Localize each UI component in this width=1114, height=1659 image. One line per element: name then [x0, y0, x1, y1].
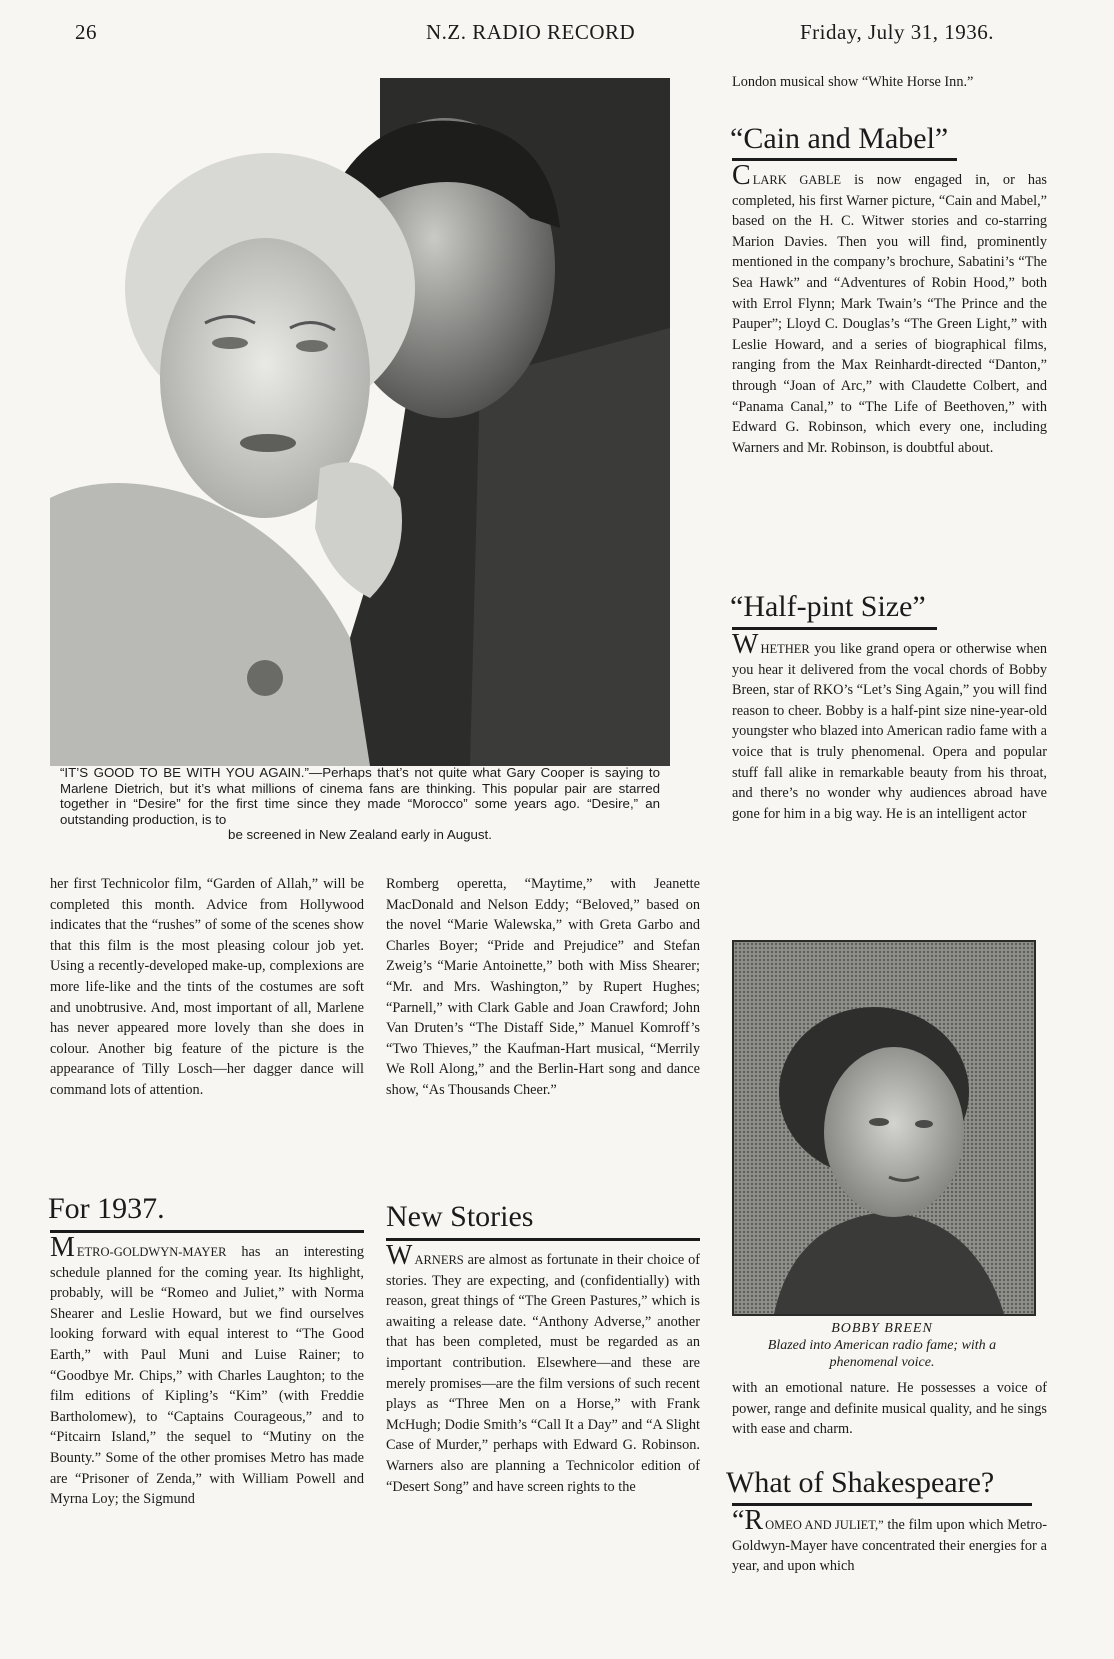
caption-body: —Perhaps that’s not quite what Gary Cooper is saying to Marlene Dietrich, but it’s what millions of cinema fans are thinking. This popular pair are starred together in “Desire” for the first time since they made “Morocco” some years ago. “Desire,” an outstanding production, is to: [60, 765, 660, 827]
main-photo: [50, 78, 670, 766]
dietrich-cooper-photo: [50, 78, 670, 766]
dropcap: “R: [732, 1505, 764, 1536]
section-text: is now engaged in, or has completed, his first Warner picture, “Cain and Mabel,” based on the H. C. Witwer stories and co-starring Marion Davies. Then you will find, prominently mentioned in the company’s brochure, Sabatini’s “The Sea Hawk” and “Adventures of Robin Hood,” both with Errol Flynn; Mark Twain’s “The Prince and the Pauper”; Lloyd C. Douglas’s “The Green Light,” with Leslie Howard, and a series of biographical films, ranging from the Max Reinhardt-directed “Danton,” through “Joan of Arc,” with Claudette Colbert, and “Panama Canal,” to “The Life of Beethoven,” with Edward G. Robinson, which every one, including Warners and Mr. Robinson, is doubtful about.: [732, 172, 1047, 456]
middle-column-section: [386, 1240, 700, 1497]
shakespeare-paragraph: [732, 1505, 1048, 1577]
left-intro-text: her first Technicolor film, “Garden of Allah,” will be completed this month. Advice from Hollywood indicates that the “rushes” of some of the scenes show that this film is the most pleasing colour job yet. Using a recently-developed make-up, complexions are more life-like and the tints of the costumes are soft and unobtrusive. And, most important of all, Marlene has never appeared more lovely than she does in colour. Another big feature of the picture is the appearance of Tilly Losch—her dagger dance will command lots of attention.: [50, 876, 364, 1098]
main-photo-caption: [60, 765, 660, 843]
shakespeare-section: [732, 1505, 1048, 1577]
heading-rule: [732, 627, 937, 630]
section-heading-new-stories: New Stories: [386, 1200, 534, 1233]
heading-rule: [732, 1503, 1032, 1506]
section-text: you like grand opera or otherwise when you hear it delivered from the vocal chords of Bobby Breen, star of RKO’s “Let’s Sing Again,” you will find reason to cheer. Bobby is a half-pint size nine-year-old youngster who blazed into American radio fame with a voice that is truly phenomenal. Opera and popular stuff fall alike in remarkable beauty from his throat, and there’s no wonder why audiences abroad have gone for him in a big way. He is an intelligent actor: [732, 641, 1047, 822]
dropcap: M: [50, 1232, 75, 1263]
right-intro-text: London musical show “White Horse Inn.”: [732, 74, 974, 90]
section-heading-for-1937: For 1937.: [48, 1192, 165, 1225]
caption-end: be screened in New Zealand early in August.: [228, 827, 492, 842]
middle-column-intro: [386, 874, 700, 1101]
caption-text: Blazed into American radio fame; with a phenomenal voice.: [767, 1338, 997, 1370]
bobby-breen-photo: [732, 940, 1036, 1316]
bobby-breen-portrait: [734, 942, 1034, 1314]
for-1937-paragraph: [50, 1232, 364, 1510]
right-column-intro: [732, 72, 1047, 93]
half-pint-section: [732, 629, 1047, 824]
left-column-intro: [50, 874, 364, 1101]
left-column-section: [50, 1232, 364, 1510]
section-heading-cain-and-mabel: “Cain and Mabel”: [730, 122, 949, 155]
heading-rule: [386, 1238, 700, 1241]
smallcaps-lead: LARK GABLE: [752, 173, 842, 187]
after-photo-paragraph: with an emotional nature. He possesses a voice of power, range and definite musical quality, and he sings with ease and charm.: [732, 1380, 1047, 1438]
heading-rule: [50, 1230, 364, 1233]
caption-lead: “IT’S GOOD TO BE WITH YOU AGAIN.”: [60, 765, 309, 780]
section-heading-half-pint-size: “Half-pint Size”: [730, 590, 926, 623]
smallcaps-lead: OMEO AND JULIET,”: [765, 1518, 884, 1532]
issue-date: Friday, July 31, 1936.: [800, 20, 994, 44]
dropcap: W: [732, 629, 759, 660]
middle-intro-text: Romberg operetta, “Maytime,” with Jeanette MacDonald and Nelson Eddy; “Beloved,” based on the novel “Marie Walewska,” with Greta Garbo and Charles Boyer; “Pride and Prejudice” and Stefan Zweig’s “Marie Antoinette,” both with Miss Shearer; “Mr. and Mrs. Washington,” by Rupert Hughes; “Parnell,” with Clark Gable and Joan Crawford; John Van Druten’s “The Distaff Side,” Manuel Komroff’s “Two Thieves,” the Kaufman-Hart musical, “Merrily We Roll Along,” and the Berlin-Hart song and dance show, “As Thousands Cheer.”: [386, 876, 700, 1098]
dropcap: W: [386, 1240, 413, 1271]
smallcaps-lead: ARNERS: [414, 1253, 464, 1267]
section-text: the film upon which Metro-Goldwyn-Mayer have concentrated their energies for a year, and upon which: [732, 1517, 1048, 1575]
heading-rule: [732, 158, 957, 161]
page-number: 26: [75, 20, 97, 44]
new-stories-paragraph: [386, 1240, 700, 1497]
bobby-breen-caption: [732, 1320, 1032, 1371]
section-text: are almost as fortunate in their choice of stories. They are expecting, and (confidentially) with reason, great things of “The Green Pastures,” which is awaiting a release date. “Anthony Adverse,” another that has been completed, must be regarded as an important contribution. Elsewhere—and these are merely promises—are the film versions of such recent plays as “Three Men on a Horse,” with Frank McHugh; Dodie Smith’s “Call It a Day” and “A Slight Case of Murder,” perhaps with Edward G. Robinson. Warners also are planning a Technicolor edition of “Desert Song” and have screen rights to the: [386, 1252, 700, 1495]
smallcaps-lead: HETHER: [760, 642, 810, 656]
half-pint-paragraph: [732, 629, 1047, 824]
dropcap: C: [732, 160, 751, 191]
after-photo-text: [732, 1378, 1047, 1440]
publication-title: N.Z. RADIO RECORD: [426, 20, 636, 44]
cain-paragraph: [732, 160, 1047, 458]
caption-name: BOBBY BREEN: [831, 1321, 933, 1336]
section-heading-shakespeare: What of Shakespeare?: [726, 1466, 995, 1499]
smallcaps-lead: ETRO-GOLDWYN-MAYER: [76, 1245, 227, 1259]
section-text: has an interesting schedule planned for the coming year. Its highlight, probably, will be “Romeo and Juliet,” with Norma Shearer and Leslie Howard, but we find ourselves looking forward with equal interest to “The Good Earth,” with Paul Muni and Luise Rainer; to “Goodbye Mr. Chips,” with Charles Laughton; to the film editions of Kipling’s “Kim” (with Freddie Bartholomew), to “Captains Courageous,” and to “Pitcairn Island,” the sequel to “Mutiny on the Bounty.” Some of the other promises Metro has made are “Prisoner of Zenda,” with William Powell and Myrna Loy; the Sigmund: [50, 1244, 364, 1508]
cain-and-mabel-section: [732, 160, 1047, 458]
